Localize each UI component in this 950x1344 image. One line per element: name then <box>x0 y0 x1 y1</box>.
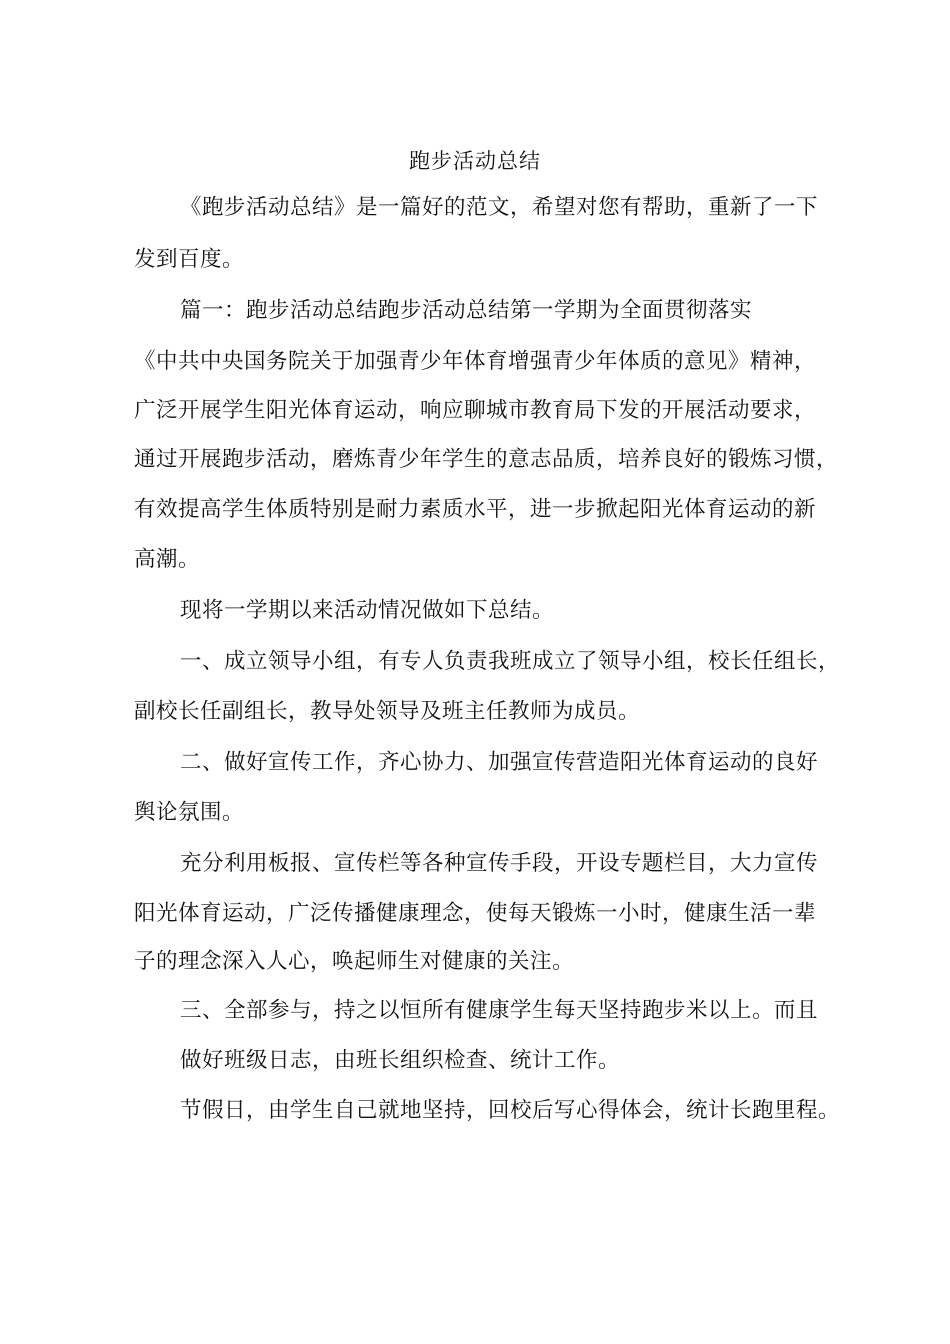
paragraph-line: 子的理念深入人心，唤起师生对健康的关注。 <box>134 949 575 974</box>
paragraph-line: 副校长任副组长，教导处领导及班主任教师为成员。 <box>134 699 641 724</box>
paragraph-line: 广泛开展学生阳光体育运动，响应聊城市教育局下发的开展活动要求， <box>134 398 817 423</box>
paragraph-line: 《中共中央国务院关于加强青少年体育增强青少年体质的意见》精神， <box>134 349 817 374</box>
paragraph-line: 通过开展跑步活动，磨炼青少年学生的意志品质，培养良好的锻炼习惯， <box>134 447 839 472</box>
paragraph-line: 有效提高学生体质特别是耐力素质水平，进一步掀起阳光体育运动的新 <box>134 497 817 522</box>
paragraph-line: 发到百度。 <box>134 247 245 272</box>
paragraph-line: 二、做好宣传工作，齐心协力、加强宣传营造阳光体育运动的良好 <box>180 750 819 775</box>
paragraph-line: 高潮。 <box>134 547 201 572</box>
paragraph-line: 阳光体育运动，广泛传播健康理念，使每天锻炼一小时，健康生活一辈 <box>134 901 817 926</box>
paragraph-line: 三、全部参与，持之以恒所有健康学生每天坚持跑步米以上。而且 <box>180 998 819 1023</box>
paragraph-line: 舆论氛围。 <box>134 800 245 825</box>
paragraph-line: 充分利用板报、宣传栏等各种宣传手段，开设专题栏目，大力宣传 <box>180 851 819 876</box>
paragraph-line: 一、成立领导小组，有专人负责我班成立了领导小组，校长任组长， <box>180 649 841 674</box>
paragraph-line: 篇一：跑步活动总结跑步活动总结第一学期为全面贯彻落实 <box>180 298 753 323</box>
paragraph-line: 节假日，由学生自己就地坚持，回校后写心得体会，统计长跑里程。 <box>180 1098 841 1123</box>
paragraph-line: 现将一学期以来活动情况做如下总结。 <box>180 598 555 623</box>
paragraph-line: 做好班级日志，由班长组织检查、统计工作。 <box>180 1048 621 1073</box>
paragraph-line: 《跑步活动总结》是一篇好的范文，希望对您有帮助，重新了一下 <box>180 195 819 220</box>
document-title: 跑步活动总结 <box>409 149 541 173</box>
